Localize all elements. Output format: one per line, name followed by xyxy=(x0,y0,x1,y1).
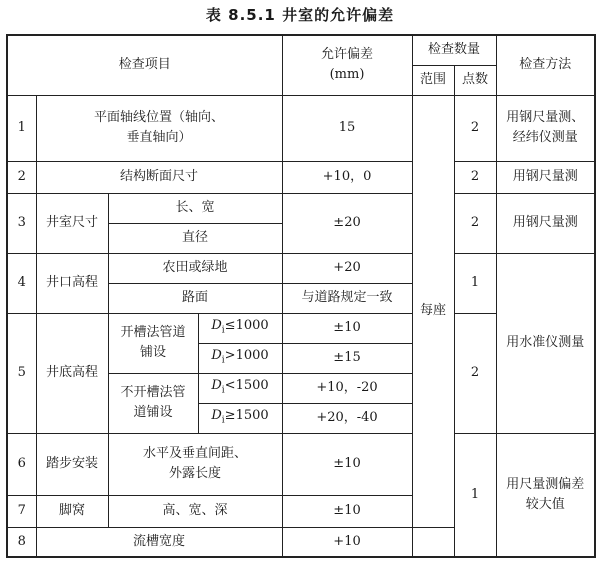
row-subitem: 农田或绿地 xyxy=(108,253,282,283)
table-row xyxy=(7,95,595,161)
row-method-group-line: 道铺设 xyxy=(133,405,173,420)
row-method-group-line: 铺设 xyxy=(139,345,166,360)
condition-relation: <1500 xyxy=(224,377,269,393)
header-quantity: 检查数量 xyxy=(412,35,496,65)
condition-symbol-letter: D xyxy=(211,317,222,333)
row-method-line: 用钢尺量测、 xyxy=(506,110,585,125)
row-subitem: 高、宽、深 xyxy=(108,495,282,527)
row-points: 2 xyxy=(454,313,496,433)
row-number: 3 xyxy=(7,193,36,253)
condition-symbol xyxy=(211,407,225,426)
table-row xyxy=(7,433,595,495)
row-number: 6 xyxy=(7,433,36,495)
header-tolerance-line1: 允许偏差 xyxy=(321,47,374,63)
row-tolerance: +10 xyxy=(282,527,412,557)
header-item: 检查项目 xyxy=(7,35,282,95)
row-method: 用水准仪测量 xyxy=(496,253,595,433)
row-subitem: 路面 xyxy=(108,283,282,313)
row-method-group-line: 不开槽法管 xyxy=(120,385,186,400)
row-number: 2 xyxy=(7,161,36,193)
condition-symbol-sub: i xyxy=(221,325,225,336)
row-number: 8 xyxy=(7,527,36,557)
condition-symbol-sub: i xyxy=(221,355,225,366)
row-item-line: 垂直轴向） xyxy=(126,130,192,145)
row-method xyxy=(496,95,595,161)
row-subitem: 直径 xyxy=(108,223,282,253)
row-condition xyxy=(198,403,282,433)
row-number: 5 xyxy=(7,313,36,433)
row-tolerance: ±10 xyxy=(282,495,412,527)
condition-symbol-sub: i xyxy=(221,385,225,396)
row-tolerance: +10，-20 xyxy=(282,373,412,403)
table-row xyxy=(7,161,595,193)
row-method-line: 用尺量测偏差 xyxy=(506,476,585,492)
table-row xyxy=(7,253,595,283)
tolerance-table xyxy=(6,34,596,558)
condition-relation: ≤1000 xyxy=(224,317,269,333)
row-group: 井室尺寸 xyxy=(36,193,108,253)
row-subitem: 长、宽 xyxy=(108,193,282,223)
row-method: 用钢尺量测 xyxy=(496,161,595,193)
row-item: 结构断面尺寸 xyxy=(36,161,282,193)
row-number: 1 xyxy=(7,95,36,161)
row-tolerance: 15 xyxy=(282,95,412,161)
row-method-line: 较大值 xyxy=(525,496,565,512)
row-points: 2 xyxy=(454,161,496,193)
row-group: 井底高程 xyxy=(36,313,108,433)
row-item-line: 平面轴线位置（轴向、 xyxy=(94,110,225,125)
header-points: 点数 xyxy=(454,65,496,95)
condition-symbol-letter: D xyxy=(211,377,222,393)
condition-symbol-letter: D xyxy=(211,407,222,423)
row-group: 踏步安装 xyxy=(36,433,108,495)
row-subitem-line: 外露长度 xyxy=(169,466,222,481)
table-title: 表 8.5.1 井室的允许偏差 xyxy=(205,6,395,24)
condition-symbol-sub: i xyxy=(221,415,225,426)
header-tolerance xyxy=(282,35,412,95)
row-tolerance: ±10 xyxy=(282,433,412,495)
row-tolerance: 与道路规定一致 xyxy=(282,283,412,313)
row-tolerance: ±20 xyxy=(282,193,412,253)
row-tolerance: ±10 xyxy=(282,313,412,343)
row-method-group xyxy=(108,373,198,433)
row-tolerance: ±15 xyxy=(282,343,412,373)
condition-relation: ≥1500 xyxy=(224,407,269,423)
row-number: 4 xyxy=(7,253,36,313)
row-condition xyxy=(198,343,282,373)
header-row xyxy=(7,35,595,65)
row-method-line: 经纬仪测量 xyxy=(512,130,578,145)
condition-relation: >1000 xyxy=(224,347,269,363)
row-number: 7 xyxy=(7,495,36,527)
table-row xyxy=(7,193,595,223)
row-condition xyxy=(198,373,282,403)
row-item xyxy=(36,95,282,161)
row-method-group xyxy=(108,313,198,373)
row-tolerance: +20 xyxy=(282,253,412,283)
row-group: 井口高程 xyxy=(36,253,108,313)
row-tolerance: +20，-40 xyxy=(282,403,412,433)
condition-symbol-letter: D xyxy=(211,347,222,363)
row-points: 2 xyxy=(454,193,496,253)
row-subitem-line: 水平及垂直间距、 xyxy=(143,446,248,461)
row-tolerance: +10，0 xyxy=(282,161,412,193)
row-subitem xyxy=(108,433,282,495)
condition-symbol xyxy=(211,317,225,336)
row-points: 2 xyxy=(454,95,496,161)
row-method-group-line: 开槽法管道 xyxy=(120,325,186,340)
condition-symbol xyxy=(211,377,225,396)
row-item: 流槽宽度 xyxy=(36,527,282,557)
row-condition xyxy=(198,313,282,343)
row-method: 用钢尺量测 xyxy=(496,193,595,253)
row-points: 1 xyxy=(454,433,496,557)
range-cell: 每座 xyxy=(412,95,454,527)
header-tolerance-line2: (mm) xyxy=(329,67,365,83)
row-group: 脚窝 xyxy=(36,495,108,527)
header-range: 范围 xyxy=(412,65,454,95)
condition-symbol xyxy=(211,347,225,366)
row-method xyxy=(496,433,595,557)
header-method: 检查方法 xyxy=(496,35,595,95)
row-points: 1 xyxy=(454,253,496,313)
